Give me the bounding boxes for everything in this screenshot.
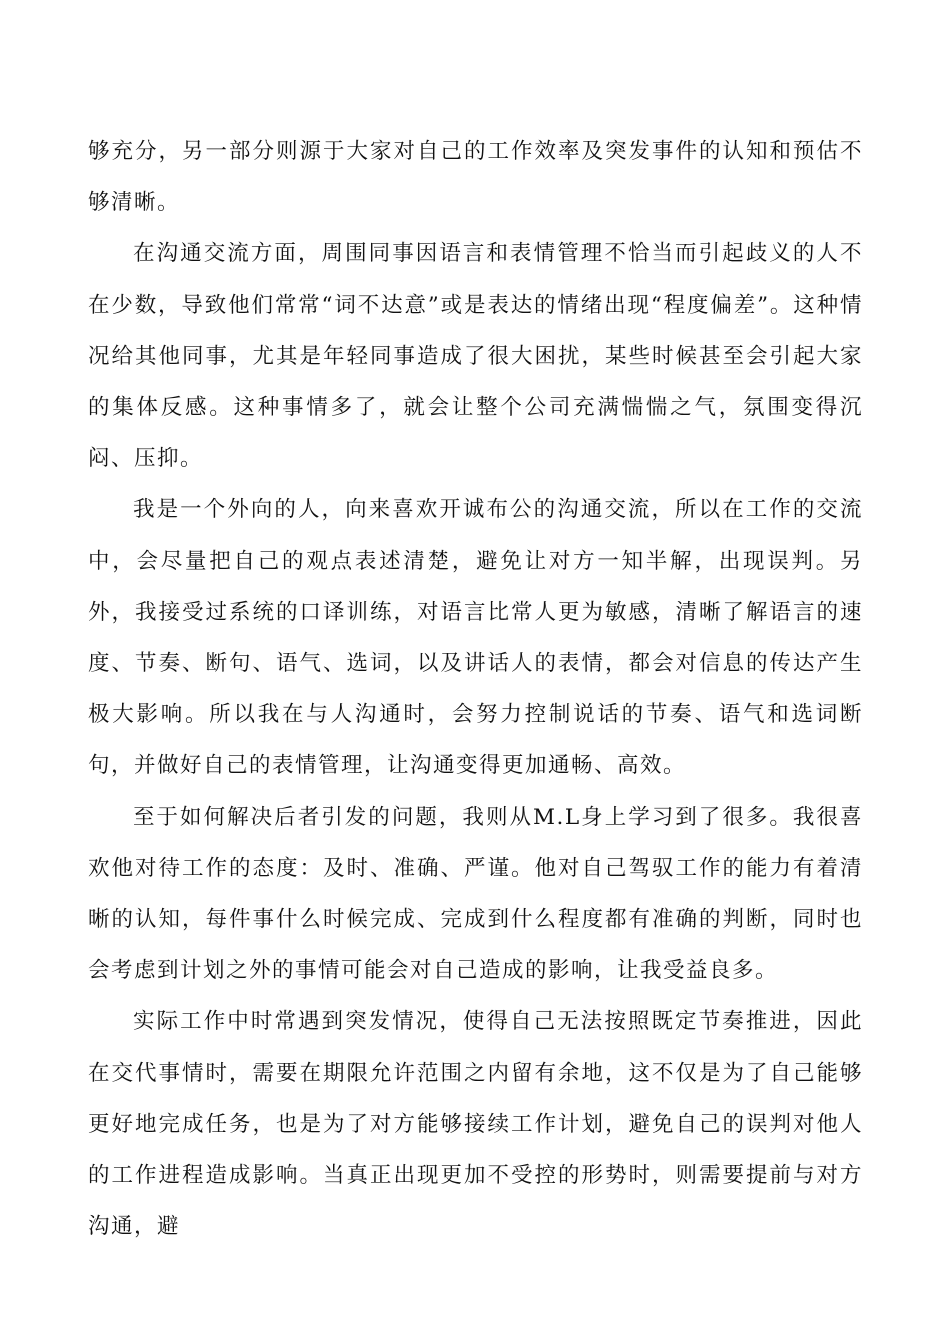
document-page	[88, 126, 863, 1252]
paragraph-4: 至于如何解决后者引发的问题，我则从M.L身上学习到了很多。我很喜欢他对待工作的态度：及时、准确、严谨。他对自己驾驭工作的能力有着清晰的认知，每件事什么时候完成、完成到什么程度都有准确的判断，同时也会考虑到计划之外的事情可能会对自己造成的影响，让我受益良多。	[88, 804, 863, 984]
paragraph-1: 够充分，另一部分则源于大家对自己的工作效率及突发事件的认知和预估不够清晰。	[88, 139, 863, 216]
paragraph-2: 在沟通交流方面，周围同事因语言和表情管理不恰当而引起歧义的人不在少数，导致他们常常“词不达意”或是表达的情绪出现“程度偏差”。这种情况给其他同事，尤其是年轻同事造成了很大困扰，某些时候甚至会引起大家的集体反感。这种事情多了，就会让整个公司充满惴惴之气，氛围变得沉闷、压抑。	[88, 241, 863, 472]
paragraph-5: 实际工作中时常遇到突发情况，使得自己无法按照既定节奏推进，因此在交代事情时，需要在期限允许范围之内留有余地，这不仅是为了自己能够更好地完成任务，也是为了对方能够接续工作计划，避免自己的误判对他人的工作进程造成影响。当真正出现更加不受控的形势时，则需要提前与对方沟通，避	[88, 1009, 863, 1240]
paragraph-3: 我是一个外向的人，向来喜欢开诚布公的沟通交流，所以在工作的交流中，会尽量把自己的观点表述清楚，避免让对方一知半解，出现误判。另外，我接受过系统的口译训练，对语言比常人更为敏感，清晰了解语言的速度、节奏、断句、语气、选词，以及讲话人的表情，都会对信息的传达产生极大影响。所以我在与人沟通时，会努力控制说话的节奏、语气和选词断句，并做好自己的表情管理，让沟通变得更加通畅、高效。	[88, 497, 863, 779]
